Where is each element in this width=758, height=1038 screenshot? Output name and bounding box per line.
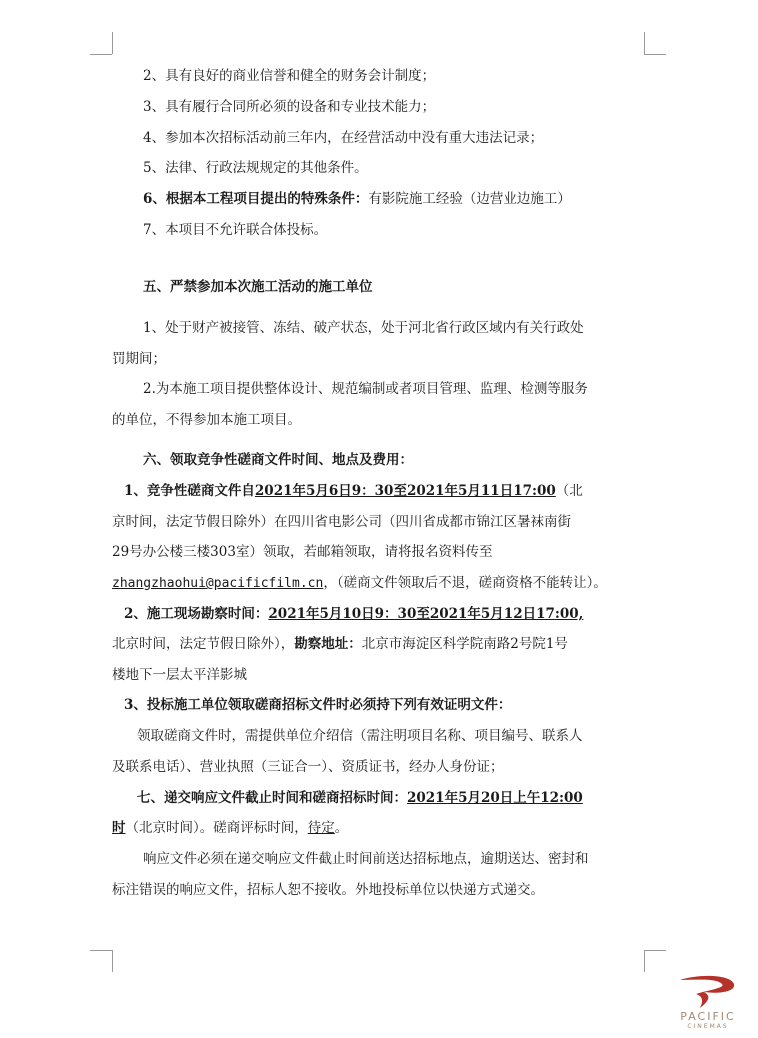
logo-brand: PACIFIC <box>680 1010 736 1023</box>
crop-mark-bottom-right-v <box>644 950 645 972</box>
section-6-item2-line2 <box>112 634 568 654</box>
section-5-item1-line2: 罚期间； <box>112 351 166 367</box>
crop-mark-top-right-h <box>644 54 666 55</box>
section-6-item2-line3: 楼地下一层太平洋影城 <box>112 667 247 683</box>
item2-time: 2021年5月10日9：30至2021年5月12日17:00, <box>268 606 584 622</box>
condition-2: 2、具有良好的商业信誉和健全的财务会计制度； <box>143 68 436 84</box>
section-6-item2-line1 <box>124 604 583 624</box>
condition-6 <box>143 189 571 209</box>
section-5-item1-line1: 1、处于财产被接管、冻结、破产状态，处于河北省行政区域内有关行政处 <box>143 320 584 336</box>
logo-sub: CINEMAS <box>687 1023 729 1030</box>
item2-line2c: 北京市海淀区科学院南路2号院1号 <box>361 636 568 652</box>
section-7-line2 <box>112 818 348 838</box>
crop-mark-bottom-left-h <box>90 950 112 951</box>
section-7-pending: 待定 <box>307 820 335 836</box>
section-7-deadline: 2021年5月20日上午12:00 <box>407 790 583 806</box>
item1-rest: （北 <box>555 483 583 499</box>
item1-prefix: 1、竞争性磋商文件自 <box>124 483 255 499</box>
crop-mark-top-right-v <box>644 32 645 54</box>
email-link[interactable]: zhangzhaohui@pacificfilm.cn <box>112 576 324 591</box>
section-5-heading: 五、严禁参加本次施工活动的施工单位 <box>143 279 373 295</box>
item2-line2a: 北京时间，法定节假日除外）， <box>112 636 295 652</box>
crop-mark-top-left-v <box>112 32 113 54</box>
section-6-heading: 六、领取竞争性磋商文件时间、地点及费用： <box>143 452 413 468</box>
section-6-item1-line2: 京时间，法定节假日除外）在四川省电影公司（四川省成都市锦江区暑袜南街 <box>112 514 571 530</box>
section-6-item1-line1 <box>124 481 583 501</box>
crop-mark-bottom-right-h <box>644 950 666 951</box>
section-7-heading-prefix: 七、递交响应文件截止时间和磋商招标时间： <box>137 790 407 806</box>
section-7-para-line1: 响应文件必须在递交响应文件截止时间前送达招标地点，逾期送达、密封和 <box>143 851 589 867</box>
condition-6-label: 6、根据本工程项目提出的特殊条件： <box>143 191 369 207</box>
section-6-item3: 3、投标施工单位领取磋商招标文件时必须持下列有效证明文件： <box>124 697 512 713</box>
item2-line2b: 勘察地址： <box>294 636 362 652</box>
condition-5: 5、法律、行政法规规定的其他条件。 <box>143 160 368 176</box>
section-5-item2-line2: 的单位，不得参加本施工项目。 <box>112 412 301 428</box>
item1-time: 2021年5月6日9：30至2021年5月11日17:00 <box>254 483 556 499</box>
section-6-item3-para-line2: 及联系电话）、营业执照（三证合一）、资质证书，经办人身份证； <box>112 759 504 775</box>
pacific-swoosh-icon <box>668 972 748 1012</box>
pacific-cinemas-logo <box>668 972 748 1032</box>
section-6-item1-line3: 29号办公楼三楼303室）领取，若邮箱领取，请将报名资料传至 <box>112 544 493 560</box>
section-5-item2-line1: 2.为本施工项目提供整体设计、规范编制或者项目管理、监理、检测等服务 <box>143 381 588 397</box>
crop-mark-top-left-h <box>90 54 112 55</box>
condition-7: 7、本项目不允许联合体投标。 <box>143 222 328 238</box>
crop-mark-bottom-left-v <box>112 950 113 972</box>
section-7-line2-end: 。 <box>334 820 349 836</box>
section-7-deadline-end: 时 <box>112 820 126 836</box>
item2-prefix: 2、施工现场勘察时间： <box>124 606 269 622</box>
section-7-line2-rest: （北京时间）。磋商评标时间， <box>125 820 308 836</box>
condition-6-value: 有影院施工经验（边营业边施工） <box>368 191 571 207</box>
section-7-para-line2: 标注错误的响应文件，招标人恕不接收。外地投标单位以快递方式递交。 <box>112 882 544 898</box>
condition-3: 3、具有履行合同所必须的设备和专业技术能力； <box>143 99 436 115</box>
condition-4: 4、参加本次招标活动前三年内，在经营活动中没有重大违法记录； <box>143 130 544 146</box>
section-6-item1-line4 <box>112 573 607 593</box>
section-6-item3-para-line1: 领取磋商文件时，需提供单位介绍信（需注明项目名称、项目编号、联系人 <box>137 728 583 744</box>
item1-tail: ，（磋商文件领取后不退，磋商资格不能转让）。 <box>323 575 607 591</box>
section-7-heading <box>137 788 583 808</box>
